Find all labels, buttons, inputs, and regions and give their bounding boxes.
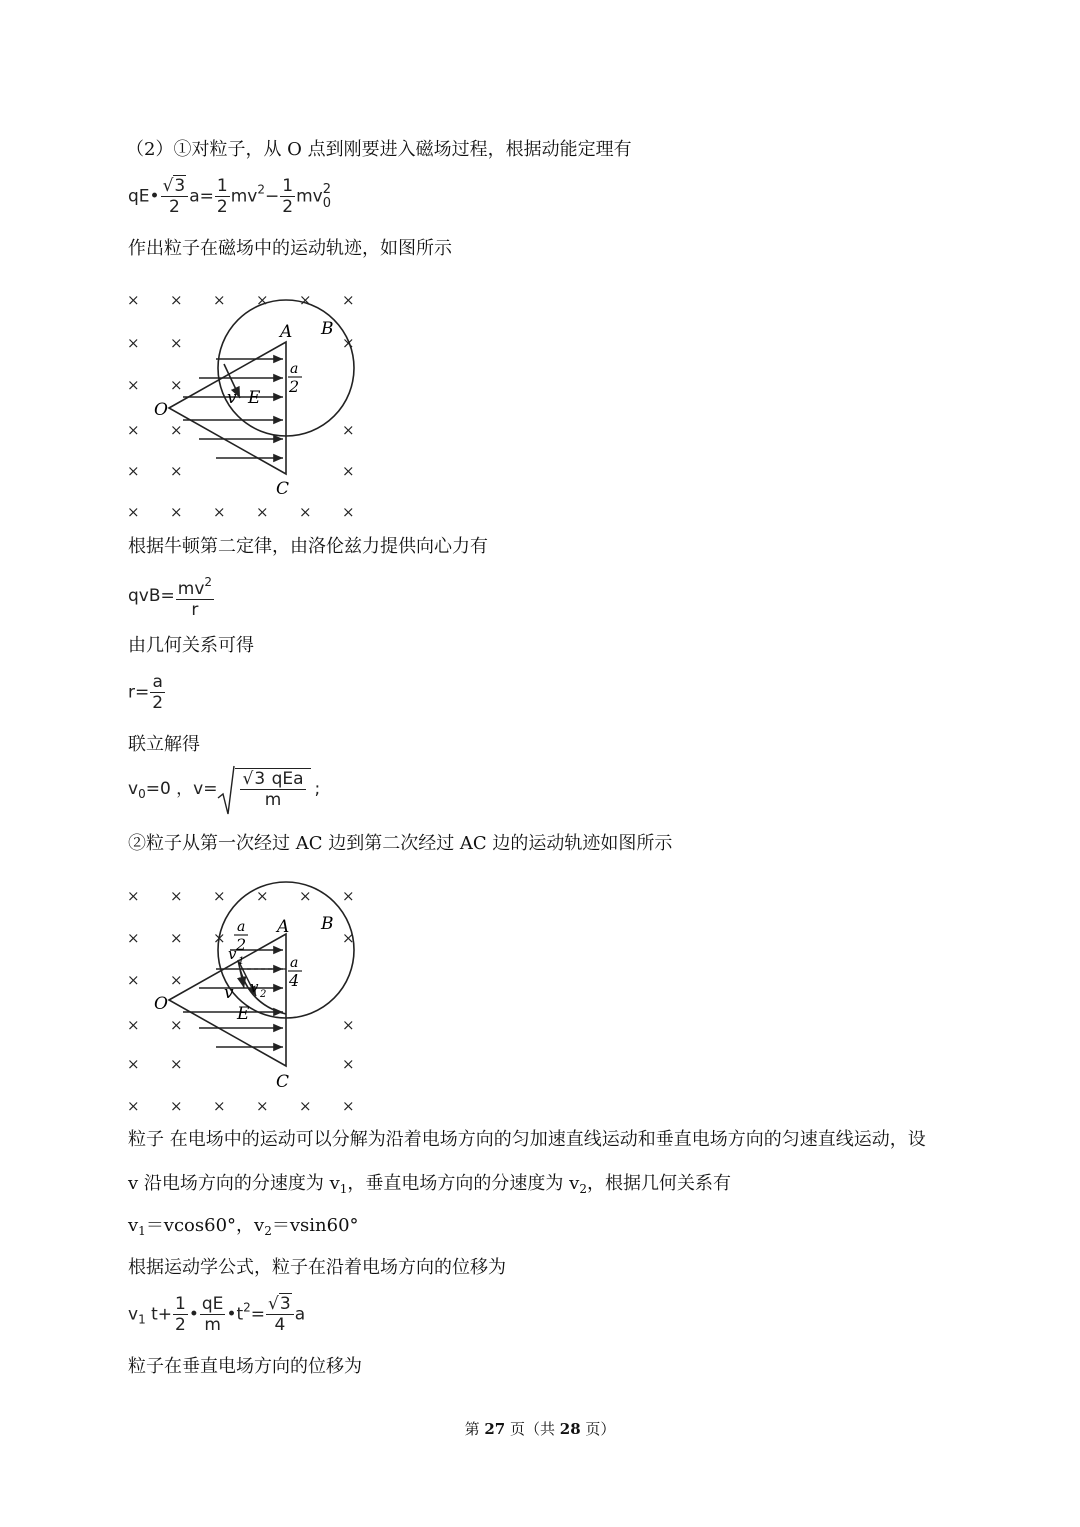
field-cross: ×	[127, 929, 140, 947]
label-b: B	[321, 319, 334, 339]
page-footer	[0, 1418, 1080, 1439]
field-cross: ×	[127, 421, 140, 439]
field-cross: ×	[127, 887, 140, 905]
label-v: v	[224, 983, 234, 1003]
eq-term: t	[236, 1304, 244, 1325]
diagram-svg	[120, 870, 380, 1120]
field-cross: ×	[170, 887, 183, 905]
field-cross: ×	[170, 1055, 183, 1073]
text-span: ，垂直电场方向的分速度为 v	[347, 1173, 580, 1194]
field-cross: ×	[127, 971, 140, 989]
text-line: 联立解得	[128, 734, 200, 755]
footer-text: 页）	[580, 1420, 616, 1438]
eq-term: 1	[216, 176, 228, 196]
text-span: ＝vcos60°，v	[145, 1215, 265, 1236]
label-frac2-den: 4	[289, 971, 300, 990]
eq-term: r	[191, 600, 199, 620]
label-o: O	[154, 994, 168, 1014]
fraction	[200, 1294, 226, 1335]
field-cross: ×	[127, 462, 140, 480]
equation-energy: qE• $\frac{√3}{2}$ a= $\frac{1}{2}$ $mv^2-$ $\frac{1}{2}$ mv 2 0	[128, 176, 331, 217]
eq-term: 2	[169, 197, 180, 217]
equation-result	[128, 768, 320, 810]
field-cross: ×	[299, 503, 312, 521]
fraction	[280, 176, 295, 217]
label-v2: v	[250, 978, 259, 996]
field-cross: ×	[170, 971, 183, 989]
field-cross: ×	[342, 421, 355, 439]
fraction	[215, 176, 230, 217]
eq-term: 2	[216, 197, 228, 217]
text-line	[128, 1217, 359, 1237]
field-cross: ×	[342, 1016, 355, 1034]
field-cross: ×	[256, 503, 269, 521]
equation-lorentz	[128, 572, 215, 620]
page-number: 27	[484, 1420, 506, 1438]
field-cross: ×	[170, 503, 183, 521]
triangle-field-region	[169, 342, 286, 474]
field-cross: ×	[299, 291, 312, 309]
equation-radius	[128, 672, 166, 713]
label-b: B	[321, 914, 334, 934]
text-line: 作出粒子在磁场中的运动轨迹，如图所示	[128, 238, 452, 259]
field-cross: ×	[127, 376, 140, 394]
label-v: v	[227, 388, 237, 408]
text-sub: 1	[339, 1182, 348, 1196]
field-cross: ×	[127, 1016, 140, 1034]
field-cross: ×	[170, 291, 183, 309]
magnetic-field-diagram-2	[120, 870, 380, 1124]
text-sub: 2	[579, 1182, 587, 1196]
text-line: （2）①对粒子，从 O 点到刚要进入磁场过程，根据动能定理有	[126, 139, 632, 160]
fraction	[176, 572, 214, 620]
field-cross: ×	[127, 291, 140, 309]
text-line: 由几何关系可得	[128, 635, 254, 656]
field-cross: ×	[127, 334, 140, 352]
field-cross: ×	[342, 929, 355, 947]
eq-term: 2	[243, 1300, 251, 1315]
eq-term: qE	[128, 186, 150, 207]
eq-term: 1	[282, 176, 294, 196]
eq-term: 1	[175, 1294, 186, 1314]
field-cross: ×	[127, 503, 140, 521]
eq-term: a	[150, 672, 165, 693]
field-cross: ×	[342, 334, 355, 352]
equation-displacement: $v_1$ t+ $\frac{1}{2}$ • $\frac{qE}{m}$ $•t^2=$ $\frac{√3}{4}$ a	[128, 1294, 306, 1335]
eq-term: 0	[138, 787, 146, 801]
eq-term: mv	[177, 579, 205, 599]
diagram-svg	[120, 282, 380, 527]
footer-text: 第	[464, 1420, 485, 1438]
eq-term: t+	[151, 1304, 173, 1325]
field-cross: ×	[256, 1097, 269, 1115]
label-e: E	[237, 1004, 250, 1024]
page-total: 28	[559, 1420, 581, 1438]
label-c: C	[276, 1072, 290, 1092]
sqrt-expression	[217, 768, 310, 810]
fraction: $\frac{\text{√3 qEa}}{m}$	[242, 769, 304, 810]
label-frac1-den: 2	[236, 935, 247, 954]
field-cross: ×	[213, 929, 226, 947]
text-sub: 2	[264, 1224, 272, 1238]
field-cross: ×	[342, 1055, 355, 1073]
eq-term: =0 ，v=	[145, 779, 218, 799]
label-frac-den: 2	[289, 377, 300, 396]
eq-term: mv	[230, 186, 258, 207]
eq-term: qvB=	[128, 586, 175, 606]
text-span: ＝vsin60°	[271, 1215, 359, 1236]
label-a: A	[277, 917, 290, 937]
text-line	[128, 1175, 731, 1195]
fraction: $\frac{√3}{4}$	[266, 1294, 294, 1335]
text-line: 粒子在垂直电场方向的位移为	[128, 1356, 362, 1377]
eq-term: qE	[201, 1294, 224, 1314]
field-cross: ×	[213, 291, 226, 309]
field-cross: ×	[342, 1097, 355, 1115]
field-lines	[183, 359, 283, 458]
field-cross: ×	[213, 1097, 226, 1115]
text-line: 粒子 在电场中的运动可以分解为沿着电场方向的匀加速直线运动和垂直电场方向的匀速直线运动，设	[128, 1129, 926, 1150]
label-frac1-num: a	[237, 919, 246, 935]
magnetic-field-diagram-1	[120, 282, 380, 531]
fraction: $\frac{√3}{2}$	[161, 176, 189, 217]
fraction	[173, 1294, 188, 1335]
field-cross: ×	[170, 334, 183, 352]
eq-term: 1	[138, 1312, 146, 1327]
eq-term: =	[250, 1304, 266, 1325]
eq-term: m	[204, 1315, 221, 1335]
eq-term: 4	[274, 1315, 286, 1335]
text-line: 根据牛顿第二定律，由洛伦兹力提供向心力有	[128, 536, 488, 557]
eq-term: 0	[322, 195, 331, 211]
eq-term: 2	[322, 181, 331, 197]
eq-term: −	[265, 186, 280, 207]
eq-term: v	[128, 779, 139, 799]
field-cross: ×	[256, 887, 269, 905]
eq-term: r=	[128, 682, 150, 703]
label-o: O	[154, 400, 168, 420]
eq-term: 2	[282, 197, 294, 217]
text-sub: 1	[138, 1224, 146, 1238]
eq-term: 2	[152, 693, 164, 713]
eq-term: m	[264, 790, 282, 810]
label-v2-sub: 2	[260, 989, 267, 1000]
field-cross: ×	[170, 1097, 183, 1115]
field-cross: ×	[342, 887, 355, 905]
eq-term: v	[128, 1304, 139, 1325]
eq-term: ;	[314, 779, 321, 799]
label-frac2-num: a	[290, 955, 299, 971]
text-span: v	[128, 1215, 139, 1236]
field-cross: ×	[213, 503, 226, 521]
field-cross: ×	[170, 462, 183, 480]
label-v1: v	[228, 945, 237, 963]
eq-term: a	[294, 1304, 306, 1325]
eq-term: 3	[174, 176, 186, 196]
eq-term: 2	[175, 1315, 186, 1335]
eq-term: 2	[204, 575, 213, 589]
label-v1-sub: 1	[238, 956, 245, 967]
field-cross: ×	[213, 887, 226, 905]
label-e: E	[248, 388, 261, 408]
footer-text: 页（共	[505, 1420, 560, 1438]
label-frac-num: a	[290, 361, 299, 377]
field-cross: ×	[170, 421, 183, 439]
field-cross: ×	[170, 929, 183, 947]
text-line: ②粒子从第一次经过 AC 边到第二次经过 AC 边的运动轨迹如图所示	[128, 833, 673, 854]
fraction	[150, 672, 165, 713]
field-cross: ×	[127, 1055, 140, 1073]
label-a: A	[280, 322, 293, 342]
field-cross: ×	[299, 1097, 312, 1115]
eq-term: 2	[257, 182, 266, 197]
field-cross: ×	[170, 376, 183, 394]
eq-term: 3	[279, 1294, 291, 1314]
field-cross: ×	[127, 1097, 140, 1115]
label-c: C	[276, 479, 290, 499]
eq-term: 3	[254, 769, 266, 789]
field-cross: ×	[299, 887, 312, 905]
field-cross: ×	[170, 1016, 183, 1034]
text-span: ，根据几何关系有	[586, 1173, 731, 1194]
eq-term: a=	[189, 186, 214, 207]
text-span: v 沿电场方向的分速度为 v	[128, 1173, 340, 1194]
eq-term: mv	[296, 186, 323, 207]
field-cross: ×	[342, 462, 355, 480]
field-cross: ×	[342, 503, 355, 521]
field-cross: ×	[342, 291, 355, 309]
text-line: 根据运动学公式，粒子在沿着电场方向的位移为	[128, 1257, 506, 1278]
field-cross: ×	[256, 291, 269, 309]
eq-term: qEa	[271, 769, 304, 789]
